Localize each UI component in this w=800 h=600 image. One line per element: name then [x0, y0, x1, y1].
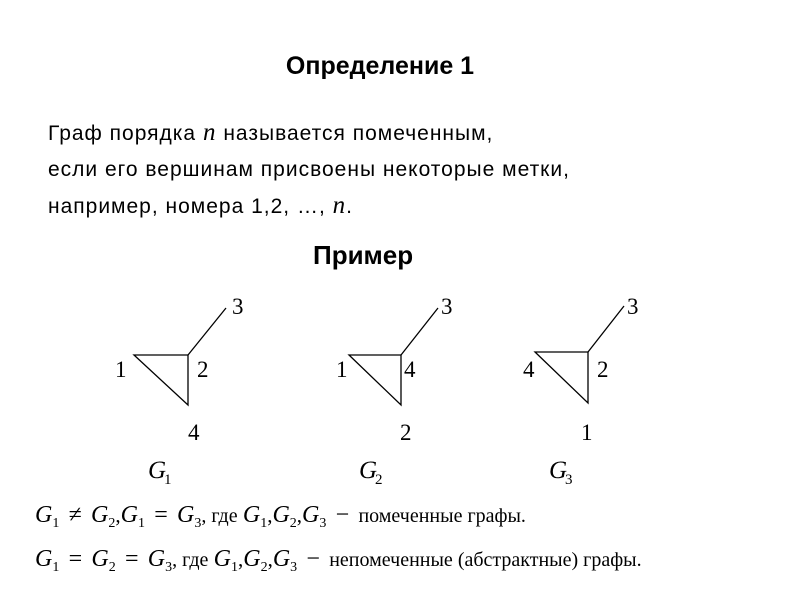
- graph-g1-label-left: 1: [115, 357, 127, 382]
- formula-comma: ,: [267, 547, 273, 571]
- graph-g2-label-right: 4: [404, 357, 416, 382]
- formula-description: непомеченные (абстрактные) графы.: [329, 549, 642, 571]
- graph-g3-triangle: [535, 352, 588, 403]
- formula-subscript: 1: [137, 516, 145, 532]
- formula-subscript: 1: [260, 516, 268, 532]
- graph-g2-label-left: 1: [336, 357, 348, 382]
- definition-line-3-end: .: [346, 195, 353, 218]
- formula-subscript: 3: [319, 516, 327, 532]
- formula-subscript: 2: [260, 560, 268, 576]
- formula-description: помеченные графы.: [358, 505, 526, 527]
- definition-line-1-start: Граф порядка: [48, 122, 197, 145]
- formula-symbol-g: G: [242, 502, 261, 528]
- graph-g3-label-left: 4: [523, 357, 535, 382]
- formula-comma: ,: [296, 503, 303, 527]
- formula-subscript: 3: [165, 560, 173, 576]
- graph-g3-label-right: 2: [597, 357, 609, 382]
- formula-symbol-g: G: [120, 502, 138, 528]
- graph-g2-label-bottom: 2: [400, 420, 412, 445]
- variable-n: n: [202, 119, 217, 146]
- graph-g3-label-bottom: 1: [581, 420, 593, 445]
- definition-line-3-start: например, номера 1,2, …,: [48, 195, 326, 218]
- graph-g1: [134, 308, 226, 405]
- formula-where-text: , где: [201, 505, 238, 527]
- formula-labeled-graphs: [35, 502, 526, 532]
- formula-where-text: , где: [172, 549, 209, 571]
- graph-g1-subscript: 1: [164, 472, 172, 488]
- graph-g1-name: G: [148, 457, 167, 484]
- formula-symbol-g: G: [302, 502, 320, 528]
- formula-symbol-g: G: [147, 546, 166, 572]
- graph-g2: [349, 308, 438, 405]
- graph-g1-edge-to-3: [188, 308, 226, 355]
- formula-symbol-g: G: [272, 546, 291, 572]
- formula-symbol-g: G: [213, 546, 231, 572]
- equals-sign: =: [124, 546, 139, 572]
- graph-g1-label-bottom: 4: [188, 420, 200, 445]
- equals-sign: =: [154, 502, 168, 528]
- graph-g3-subscript: 3: [565, 472, 573, 488]
- formula-comma: ,: [115, 503, 121, 527]
- graph-g1-label-right: 2: [197, 357, 209, 382]
- graph-g3: [535, 306, 624, 403]
- formula-symbol-g: G: [177, 502, 195, 528]
- formula-subscript: 3: [194, 516, 202, 532]
- formula-subscript: 1: [52, 560, 60, 576]
- definition-line-1-end: называется помеченным,: [223, 122, 494, 145]
- formula-symbol-g: G: [243, 546, 261, 572]
- graph-g3-name: G: [549, 457, 568, 484]
- graph-g2-label-top: 3: [441, 294, 453, 319]
- formula-subscript: 1: [52, 516, 60, 532]
- graph-g2-triangle: [349, 355, 401, 405]
- graph-g2-edge-to-3: [401, 308, 438, 355]
- definition-line-2: если его вершинам присвоены некоторые метки,: [48, 158, 570, 181]
- formula-subscript: 2: [108, 516, 116, 532]
- formula-subscript: 2: [108, 560, 116, 576]
- graph-g2-name: G: [359, 457, 378, 484]
- formula-subscript: 1: [230, 560, 238, 576]
- graph-g3-edge-to-3: [588, 306, 624, 352]
- graph-g1-label-top: 3: [232, 294, 244, 319]
- example-heading: Пример: [313, 240, 414, 270]
- page-title: Определение 1: [285, 52, 475, 80]
- formula-comma: ,: [237, 547, 244, 571]
- variable-n: n: [332, 192, 347, 219]
- formula-comma: ,: [267, 503, 273, 527]
- equals-sign: =: [68, 546, 83, 572]
- formula-subscript: 2: [289, 516, 297, 532]
- formula-unlabeled-graphs: [35, 546, 642, 576]
- formula-symbol-g: G: [35, 546, 53, 572]
- dash-sign: −: [335, 502, 350, 528]
- dash-sign: −: [306, 546, 320, 572]
- formula-symbol-g: G: [91, 502, 109, 528]
- graph-g2-subscript: 2: [375, 472, 383, 488]
- formula-symbol-g: G: [272, 502, 290, 528]
- graph-g1-triangle: [134, 355, 188, 405]
- graph-g3-label-top: 3: [627, 294, 639, 319]
- formula-subscript: 3: [290, 560, 298, 576]
- formula-symbol-g: G: [91, 546, 109, 572]
- formula-symbol-g: G: [35, 502, 53, 528]
- not-equal-sign: ≠: [68, 502, 82, 528]
